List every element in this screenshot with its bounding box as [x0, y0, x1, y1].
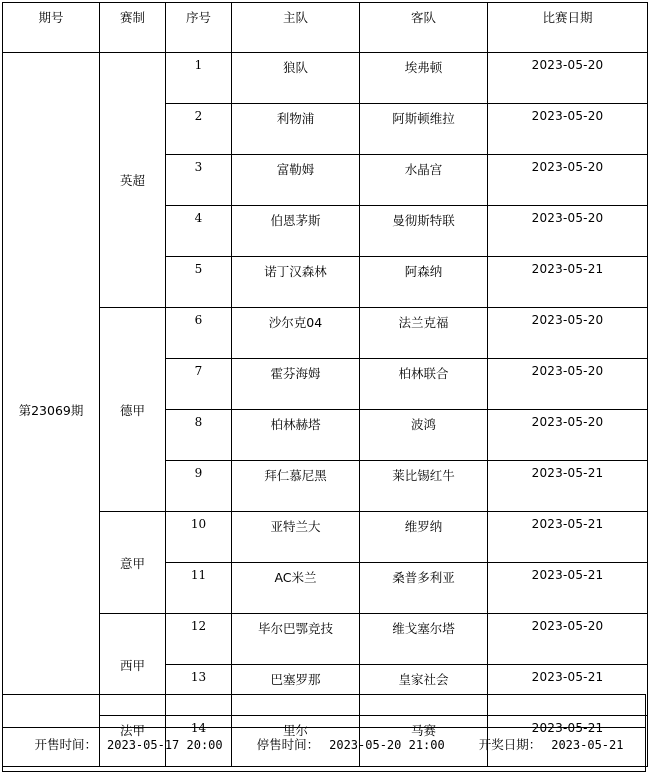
match-date: 2023-05-21	[488, 512, 648, 563]
match-date: 2023-05-21	[488, 461, 648, 512]
match-date: 2023-05-20	[488, 155, 648, 206]
away-team: 维戈塞尔塔	[360, 614, 488, 665]
match-number: 10	[166, 512, 232, 563]
match-number: 8	[166, 410, 232, 461]
footer-divider	[3, 727, 645, 728]
home-team: 拜仁慕尼黑	[232, 461, 360, 512]
match-number: 11	[166, 563, 232, 614]
header-away-team: 客队	[360, 3, 488, 53]
away-team: 法兰克福	[360, 308, 488, 359]
header-match-date: 比赛日期	[488, 3, 648, 53]
sale-close-group	[247, 737, 445, 752]
schedule-table	[2, 2, 648, 767]
away-team: 阿森纳	[360, 257, 488, 308]
match-date: 2023-05-21	[488, 563, 648, 614]
away-team: 维罗纳	[360, 512, 488, 563]
period-cell: 第23069期	[3, 53, 100, 767]
match-date: 2023-05-20	[488, 104, 648, 155]
league-cell: 西甲	[100, 614, 166, 716]
home-team: 里尔	[232, 716, 360, 767]
home-team: 柏林赫塔	[232, 410, 360, 461]
league-cell: 法甲	[100, 716, 166, 767]
home-team: 利物浦	[232, 104, 360, 155]
table-row	[3, 512, 648, 563]
sale-open-label: 开售时间：	[34, 737, 98, 752]
sale-close-label: 停售时间：	[256, 737, 320, 752]
home-team: 伯恩茅斯	[232, 206, 360, 257]
home-team: 巴塞罗那	[232, 665, 360, 716]
match-date: 2023-05-20	[488, 359, 648, 410]
draw-date-group	[469, 737, 624, 752]
match-number: 7	[166, 359, 232, 410]
match-number: 4	[166, 206, 232, 257]
table-row	[3, 614, 648, 665]
match-date: 2023-05-21	[488, 257, 648, 308]
match-date: 2023-05-20	[488, 308, 648, 359]
match-number: 13	[166, 665, 232, 716]
header-league: 赛制	[100, 3, 166, 53]
away-team: 曼彻斯特联	[360, 206, 488, 257]
table-row	[3, 53, 648, 104]
header-home-team: 主队	[232, 3, 360, 53]
league-cell: 德甲	[100, 308, 166, 512]
home-team: 霍芬海姆	[232, 359, 360, 410]
match-number: 2	[166, 104, 232, 155]
home-team: AC米兰	[232, 563, 360, 614]
league-cell: 意甲	[100, 512, 166, 614]
league-cell: 英超	[100, 53, 166, 308]
match-date: 2023-05-20	[488, 206, 648, 257]
match-number: 6	[166, 308, 232, 359]
sale-open-group	[25, 737, 223, 752]
home-team: 富勒姆	[232, 155, 360, 206]
away-team: 水晶宫	[360, 155, 488, 206]
away-team: 阿斯顿维拉	[360, 104, 488, 155]
header-period: 期号	[3, 3, 100, 53]
away-team: 莱比锡红牛	[360, 461, 488, 512]
match-number: 1	[166, 53, 232, 104]
match-number: 5	[166, 257, 232, 308]
away-team: 皇家社会	[360, 665, 488, 716]
home-team: 狼队	[232, 53, 360, 104]
match-date: 2023-05-20	[488, 614, 648, 665]
home-team: 毕尔巴鄂竞技	[232, 614, 360, 665]
away-team: 埃弗顿	[360, 53, 488, 104]
match-date: 2023-05-20	[488, 410, 648, 461]
away-team: 波鸿	[360, 410, 488, 461]
match-number: 3	[166, 155, 232, 206]
match-number: 9	[166, 461, 232, 512]
match-number: 14	[166, 716, 232, 767]
match-number: 12	[166, 614, 232, 665]
away-team: 桑普多利亚	[360, 563, 488, 614]
match-date: 2023-05-21	[488, 665, 648, 716]
header-number: 序号	[166, 3, 232, 53]
home-team: 沙尔克04	[232, 308, 360, 359]
home-team: 诺丁汉森林	[232, 257, 360, 308]
match-date: 2023-05-21	[488, 716, 648, 767]
draw-date: 2023-05-21	[551, 738, 624, 752]
sale-info-footer	[2, 694, 646, 772]
sale-close-time: 2023-05-20 21:00	[329, 738, 445, 752]
header-row	[3, 3, 648, 53]
away-team: 柏林联合	[360, 359, 488, 410]
draw-date-label: 开奖日期：	[478, 737, 542, 752]
sale-open-time: 2023-05-17 20:00	[107, 738, 223, 752]
table-row	[3, 308, 648, 359]
match-date: 2023-05-20	[488, 53, 648, 104]
away-team: 马赛	[360, 716, 488, 767]
sale-info-line	[3, 735, 645, 753]
home-team: 亚特兰大	[232, 512, 360, 563]
